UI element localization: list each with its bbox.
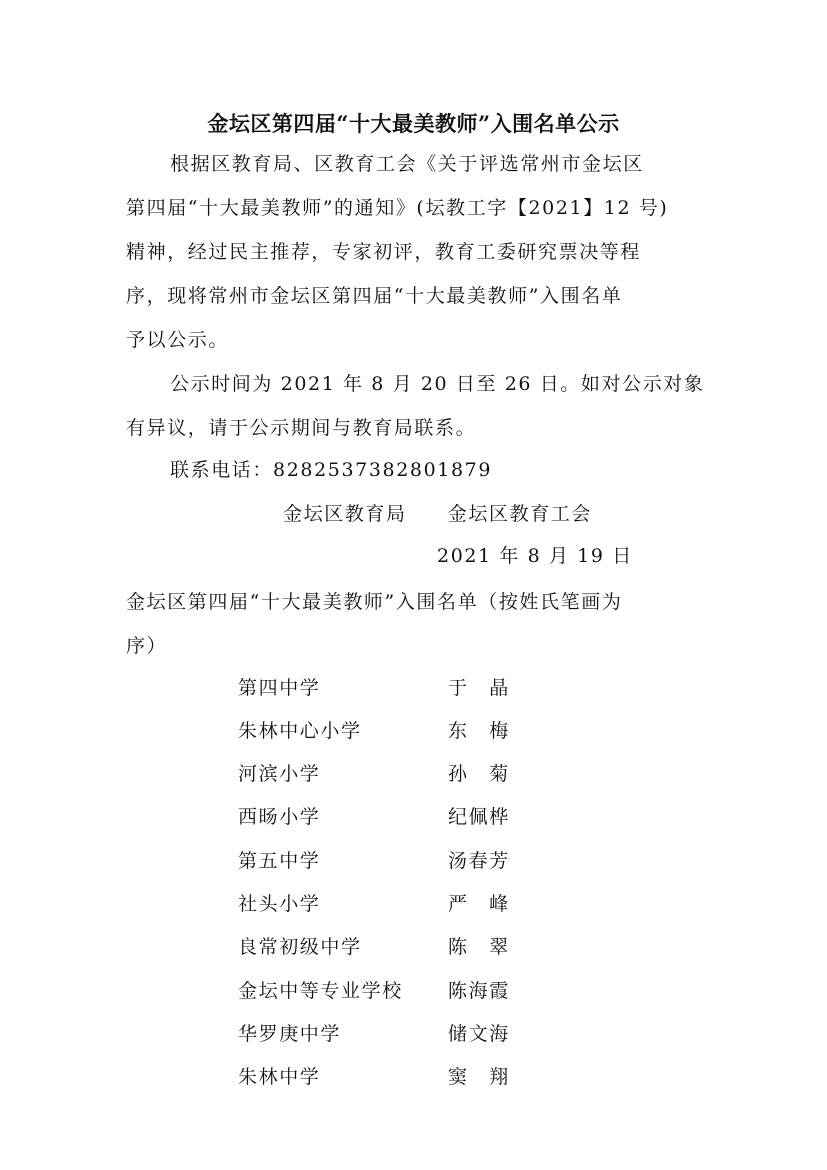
paragraph-1-line-4: 序，现将常州市金坛区第四届“十大最美教师”入围名单 (126, 285, 623, 307)
nominee-school: 华罗庚中学 (238, 1023, 342, 1045)
paragraph-1-line-1: 根据区教育局、区教育工会《关于评选常州市金坛区 (170, 153, 644, 175)
signature-date: 2021 年 8 月 19 日 (437, 545, 633, 567)
nominee-school: 金坛中等专业学校 (238, 980, 403, 1002)
nominee-school: 社头小学 (238, 893, 321, 915)
nominee-school: 朱林中学 (238, 1066, 321, 1088)
signature-orgs: 金坛区教育局 金坛区教育工会 (283, 503, 593, 525)
nominee-name: 纪佩桦 (448, 806, 510, 828)
paragraph-1-line-5: 予以公示。 (126, 329, 230, 351)
nominee-name: 储文海 (448, 1023, 510, 1045)
nominee-school: 朱林中心小学 (238, 720, 362, 742)
nominee-school: 第四中学 (238, 677, 321, 699)
nominee-school: 西旸小学 (238, 806, 321, 828)
nominee-school: 河滨小学 (238, 763, 321, 785)
nominee-name: 陈 翠 (448, 936, 510, 958)
nominee-name: 严 峰 (448, 893, 510, 915)
nominee-name: 窦 翔 (448, 1066, 510, 1088)
paragraph-1-line-3: 精神，经过民主推荐，专家初评，教育工委研究票决等程 (126, 241, 642, 263)
nominee-name: 汤春芳 (448, 850, 510, 872)
nominee-name: 陈海霞 (448, 980, 510, 1002)
paragraph-2-line-2: 有异议，请于公示期间与教育局联系。 (126, 417, 477, 439)
nominee-school: 良常初级中学 (238, 936, 362, 958)
nominee-school: 第五中学 (238, 850, 321, 872)
contact-phone: 联系电话：8282537382801879 (170, 459, 493, 481)
paragraph-2-line-1: 公示时间为 2021 年 8 月 20 日至 26 日。如对公示对象 (170, 373, 705, 395)
nominee-name: 于 晶 (448, 677, 510, 699)
document-title: 金坛区第四届“十大最美教师”入围名单公示 (207, 111, 620, 136)
nominee-name: 孙 菊 (448, 763, 510, 785)
nominee-name: 东 梅 (448, 720, 510, 742)
paragraph-1-line-2: 第四届“十大最美教师”的通知》(坛教工字【2021】12 号) (126, 197, 669, 219)
list-heading-line-1: 金坛区第四届“十大最美教师”入围名单（按姓氏笔画为 (126, 591, 623, 613)
list-heading-line-2: 序） (126, 635, 168, 657)
